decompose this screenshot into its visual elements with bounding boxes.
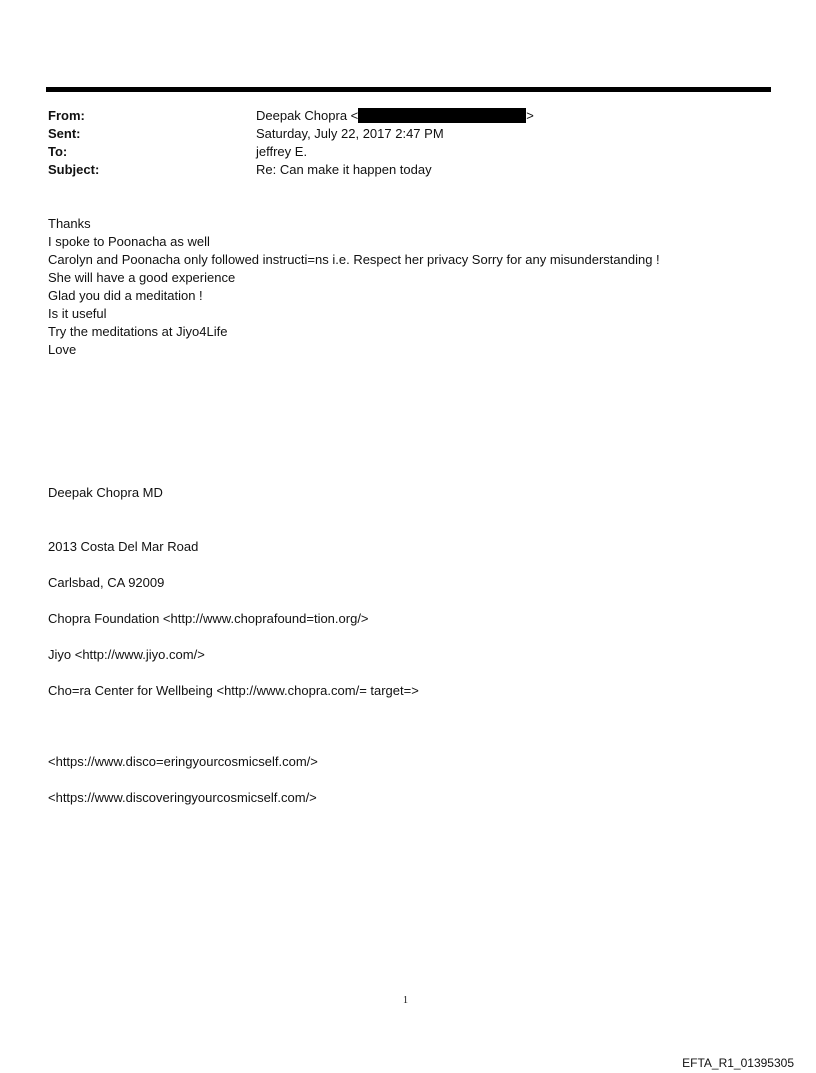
sent-value: Saturday, July 22, 2017 2:47 PM [256,126,444,141]
body-line: Glad you did a meditation ! [48,288,203,303]
link-cosmic-self-2[interactable]: <https://www.discoveringyourcosmicself.com/> [48,790,317,805]
from-name: Deepak Chopra < [256,108,359,123]
link-chopra-center[interactable]: Cho=ra Center for Wellbeing <http://www.chopra.com/= target=> [48,683,419,698]
to-label: To: [48,144,68,159]
signature-address-line2: Carlsbad, CA 92009 [48,575,165,590]
header-rule [46,87,771,92]
subject-value: Re: Can make it happen today [256,162,432,177]
body-line: She will have a good experience [48,270,236,285]
body-line: Carolyn and Poonacha only followed instructi=ns i.e. Respect her privacy Sorry for any misunderstanding ! [48,252,660,267]
link-chopra-foundation[interactable]: Chopra Foundation <http://www.choprafound=tion.org/> [48,611,369,626]
from-close: > [526,108,534,123]
body-line: Is it useful [48,306,107,321]
body-line: Love [48,342,77,357]
redaction-block [358,108,526,123]
body-line: Thanks [48,216,91,231]
sent-label: Sent: [48,126,81,141]
page-number: 1 [403,995,408,1006]
from-label: From: [48,108,85,123]
link-jiyo[interactable]: Jiyo <http://www.jiyo.com/> [48,647,205,662]
to-value: jeffrey E. [256,144,308,159]
signature-name: Deepak Chopra MD [48,485,163,500]
signature-address-line1: 2013 Costa Del Mar Road [48,539,199,554]
from-value [256,107,534,125]
document-id: EFTA_R1_01395305 [682,1056,794,1070]
subject-label: Subject: [48,162,100,177]
body-line: Try the meditations at Jiyo4Life [48,324,228,339]
body-line: I spoke to Poonacha as well [48,234,210,249]
link-cosmic-self-1[interactable]: <https://www.disco=eringyourcosmicself.com/> [48,754,318,769]
